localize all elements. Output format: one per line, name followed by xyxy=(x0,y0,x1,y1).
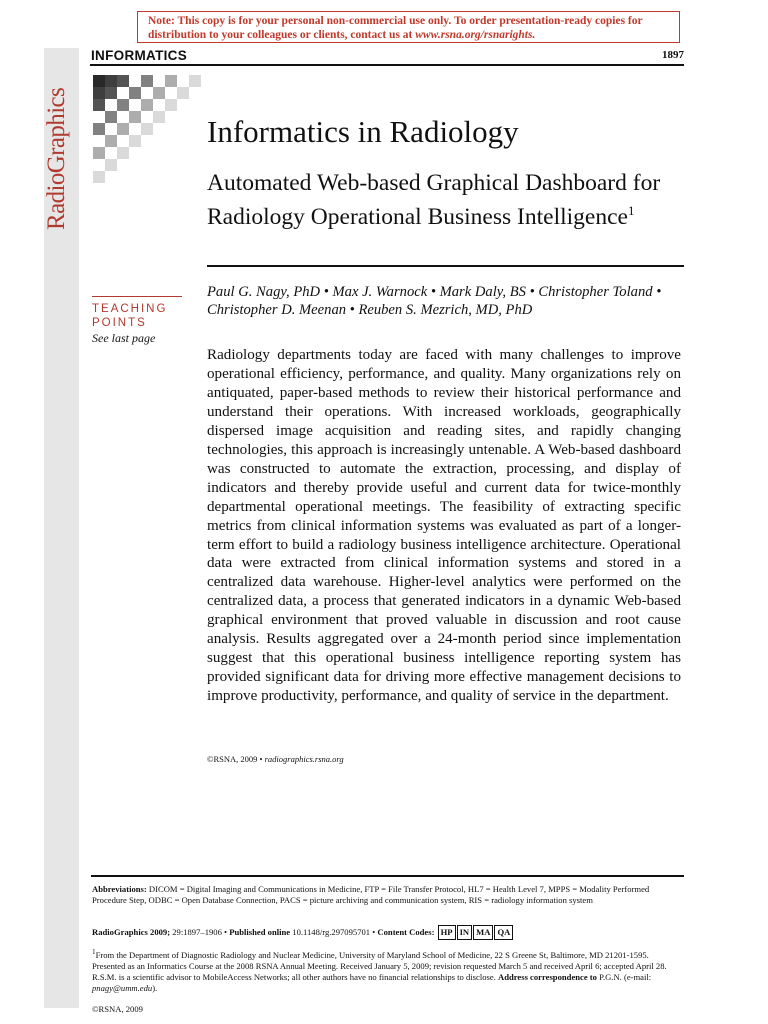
subtitle-text: Automated Web-based Graphical Dashboard for Radiology Operational Business Intelligence xyxy=(207,170,661,230)
checker-cell xyxy=(129,135,141,147)
author-list: Paul G. Nagy, PhD • Max J. Warnock • Mark Daly, BS • Christopher Toland • Christopher D. Meenan • Reuben S. Mezrich, MD, PhD xyxy=(207,284,662,318)
abstract: Radiology departments today are faced with many challenges to improve operational efficiency, performance, and quality. Many organizations rely on antiquated, paper-based methods to review their historical performance and understand their operations. With increased workloads, geographically dispersed image acquisition and reading sites, and rapidly changing technologies, this approach is increasingly untenable. A Web-based dashboard was constructed to automate the extraction, processing, and display of indicators and thereby provide useful and current data for twice-monthly departmental operational meetings. The feasibility of extracting specific metrics from clinical information systems was evaluated as part of a longer-term effort to build a radiology business intelligence architecture. Operational data were extracted from clinical information systems and stored in a centralized data warehouse. Higher-level analytics were performed on the centralized data, a process that generated indicators in a dynamic Web-based graphical environment that proved valuable in discussion and root cause analysis. Results aggregated over a 24-month period since implementation suggest that this operational business intelligence reporting system has provided significant data for driving more effective management decisions to improve productivity, performance, and quality of service in the department. xyxy=(207,347,681,705)
checker-cell xyxy=(93,123,105,135)
title-rule xyxy=(207,265,684,267)
reprint-note xyxy=(137,11,680,43)
page-number: 1897 xyxy=(662,49,684,61)
subtitle-footnote-mark: 1 xyxy=(627,203,635,218)
affiliation-footnote-mark: 1 xyxy=(92,948,96,956)
citation-pages: 29:1897–1906 • xyxy=(172,927,228,937)
content-code-ma: MA xyxy=(473,925,493,940)
citation-doi[interactable]: 10.1148/rg.297095701 • xyxy=(292,927,376,937)
note-lead: Note: xyxy=(148,15,175,27)
abbreviations-label: Abbreviations: xyxy=(92,884,147,894)
checker-cell xyxy=(129,87,141,99)
teaching-points-label: TEACHING POINTS xyxy=(92,303,168,329)
checker-cell xyxy=(141,75,153,87)
correspondence-email[interactable]: pnagy@umm.edu xyxy=(92,982,153,993)
checker-cell xyxy=(93,99,105,111)
article-subtitle xyxy=(207,170,677,231)
checker-cell xyxy=(189,75,201,87)
note-text: This copy is for your personal non-commercial use only. To order presentation-ready copies for distribution to your colleagues or clients, contact us at xyxy=(148,15,643,41)
citation-journal: RadioGraphics 2009; xyxy=(92,927,171,937)
checker-cell xyxy=(93,87,105,99)
content-code-in: IN xyxy=(457,925,473,940)
content-codes-label: Content Codes: xyxy=(377,927,435,937)
affiliation-text: From the Department of Diagnostic Radiology and Nuclear Medicine, University of Maryland School of Medicine, 22 S Greene St, Baltimore, MD 21201-1595. Presented as an Informatics Course at the 2008 RSNA Annual Meeting. Received January 5, 2009; revision requested March 5 and received April 6; accepted April 28. R.S.M. is a scientific advisor to MobileAccess Networks; all other authors have no financial relationships to disclose. xyxy=(92,949,667,982)
checker-cell xyxy=(105,135,117,147)
checker-cell xyxy=(93,147,105,159)
checker-cell xyxy=(93,75,105,87)
checker-cell xyxy=(117,147,129,159)
checker-cell xyxy=(93,171,105,183)
brand-text: RadioGraphics xyxy=(43,87,70,230)
abbreviations xyxy=(92,884,684,906)
header-rule xyxy=(90,64,684,66)
checker-cell xyxy=(105,159,117,171)
checker-cell xyxy=(177,87,189,99)
article-title: Informatics in Radiology xyxy=(207,114,519,149)
checker-cell xyxy=(105,87,117,99)
citation-line xyxy=(92,925,684,940)
teaching-points-rule xyxy=(92,296,182,297)
correspondence-text: P.G.N. (e-mail: xyxy=(599,971,652,982)
checker-cell xyxy=(129,111,141,123)
content-code-qa: QA xyxy=(494,925,513,940)
checker-cell xyxy=(153,111,165,123)
checker-cell xyxy=(105,75,117,87)
journal-site-link[interactable]: radiographics.rsna.org xyxy=(264,754,344,764)
checker-cell xyxy=(165,75,177,87)
content-code-hp: HP xyxy=(438,925,456,940)
checker-cell xyxy=(117,99,129,111)
abstract-copyright xyxy=(207,754,344,764)
note-url[interactable]: www.rsna.org/rsnarights. xyxy=(415,29,536,41)
affiliation-footnote xyxy=(92,947,684,994)
teaching-points-note: See last page xyxy=(92,331,156,345)
correspondence-end: ). xyxy=(152,982,158,993)
checker-cell xyxy=(141,99,153,111)
brand-logo xyxy=(28,68,72,238)
checker-cell xyxy=(117,75,129,87)
checker-cell xyxy=(141,123,153,135)
abbreviations-text: DICOM = Digital Imaging and Communications in Medicine, FTP = File Transfer Protocol, HL7 = Health Level 7, MPPS = Modality Performed Procedure Step, ODBC = Open Database Connection, PACS = picture archiving and communication system, RIS = radiology information system xyxy=(92,884,650,905)
checker-cell xyxy=(117,123,129,135)
checker-cell xyxy=(153,87,165,99)
checker-cell xyxy=(165,99,177,111)
checker-cell xyxy=(105,111,117,123)
published-online-label: Published online xyxy=(229,927,291,937)
footer-rule xyxy=(91,875,684,877)
footer-copyright: ©RSNA, 2009 xyxy=(92,1004,143,1014)
section-label: INFORMATICS xyxy=(91,48,188,63)
copyright-text: ©RSNA, 2009 • xyxy=(207,754,263,764)
correspondence-label: Address correspondence to xyxy=(497,971,597,982)
